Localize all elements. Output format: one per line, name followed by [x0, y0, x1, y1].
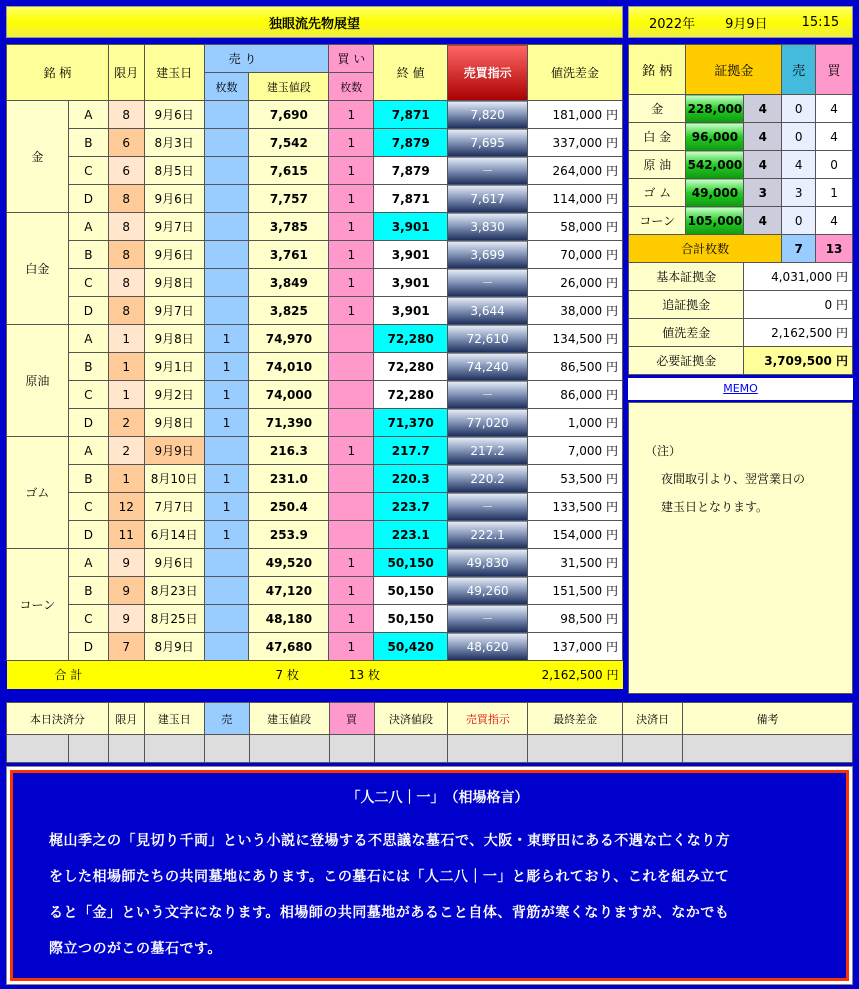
commodity-name: コーン — [7, 549, 69, 661]
commodity-name: ゴム — [7, 437, 69, 549]
sell-count: 1 — [204, 465, 249, 493]
table-row — [7, 409, 623, 437]
quote-title: 「人二八｜一」 （相場格言） — [346, 790, 529, 806]
open-price: 7,615 — [249, 157, 329, 185]
col-baibai-shiji: 売買指示 — [448, 45, 528, 101]
table-row — [7, 297, 623, 325]
mark-to-market: 133,500 円 — [528, 493, 623, 521]
close-price: 72,280 — [374, 381, 448, 409]
buy-count — [329, 381, 374, 409]
close-price: 3,901 — [374, 297, 448, 325]
kihon-label: 基本証拠金 — [629, 263, 744, 291]
date-label: 9月9日 — [725, 16, 768, 32]
settle-col-biko: 備考 — [683, 703, 853, 735]
table-row — [7, 269, 623, 297]
col-tategyoku-nedan: 建玉値段 — [249, 73, 329, 101]
hitsuyo-value: 3,709,500 円 — [744, 347, 853, 375]
sum-buy: 13 — [816, 235, 853, 263]
sell-count — [204, 297, 249, 325]
buy-count: 1 — [329, 241, 374, 269]
quote-box — [6, 766, 853, 985]
side-col-uri: 売 — [782, 45, 816, 95]
open-price: 47,120 — [249, 577, 329, 605]
close-price: 223.7 — [374, 493, 448, 521]
buy-count — [329, 465, 374, 493]
memo-line: （注） — [645, 444, 682, 458]
side-col-shokokin: 証拠金 — [686, 45, 782, 95]
nearai-value: 2,162,500 円 — [744, 319, 853, 347]
close-price: 7,879 — [374, 129, 448, 157]
sell-count — [204, 213, 249, 241]
open-date: 7月7日 — [144, 493, 204, 521]
open-price: 74,970 — [249, 325, 329, 353]
contract-class: D — [68, 185, 108, 213]
contract-month: 1 — [108, 325, 144, 353]
margin-amount: 96,000 — [686, 123, 744, 151]
tsui-label: 追証拠金 — [629, 291, 744, 319]
buy-count: 1 — [329, 129, 374, 157]
open-date: 9月6日 — [144, 101, 204, 129]
buy-count: 1 — [329, 577, 374, 605]
total-buy: 13 枚 — [329, 661, 448, 689]
settle-col-tategyoku-nedan: 建玉値段 — [249, 703, 329, 735]
table-row — [7, 325, 623, 353]
contract-class: B — [68, 577, 108, 605]
contract-month: 2 — [108, 437, 144, 465]
close-price: 7,879 — [374, 157, 448, 185]
trade-instruction: 3,830 — [448, 213, 528, 241]
col-nearai-sakin: 値洗差金 — [528, 45, 623, 101]
buy-count: 1 — [329, 213, 374, 241]
contract-class: A — [68, 437, 108, 465]
commodity-name: 白金 — [7, 213, 69, 325]
buy-count — [329, 409, 374, 437]
contract-month: 12 — [108, 493, 144, 521]
sell-count — [204, 549, 249, 577]
buy-count: 1 — [329, 297, 374, 325]
mark-to-market: 98,500 円 — [528, 605, 623, 633]
contract-month: 1 — [108, 353, 144, 381]
margin-buy: 4 — [816, 95, 853, 123]
col-meigara: 銘 柄 — [7, 45, 109, 101]
contract-month: 11 — [108, 521, 144, 549]
contract-class: D — [68, 297, 108, 325]
contract-month: 8 — [108, 269, 144, 297]
buy-count — [329, 353, 374, 381]
open-price: 7,542 — [249, 129, 329, 157]
contract-month: 8 — [108, 241, 144, 269]
margin-sell: 0 — [782, 123, 816, 151]
table-row — [7, 437, 623, 465]
open-price: 250.4 — [249, 493, 329, 521]
margin-buy: 0 — [816, 151, 853, 179]
page-title: 独眼流先物展望 — [6, 6, 623, 38]
memo-panel — [628, 402, 853, 694]
margin-table — [628, 44, 853, 375]
open-date: 9月6日 — [144, 549, 204, 577]
margin-commodity: 白 金 — [629, 123, 686, 151]
open-price: 7,757 — [249, 185, 329, 213]
contract-month: 6 — [108, 157, 144, 185]
contract-month: 9 — [108, 549, 144, 577]
close-price: 50,150 — [374, 549, 448, 577]
memo-line: 建玉日となります。 — [661, 500, 769, 514]
open-date: 9月7日 — [144, 297, 204, 325]
memo-link[interactable]: MEMO — [628, 378, 853, 400]
open-date: 9月8日 — [144, 325, 204, 353]
contract-month: 8 — [108, 101, 144, 129]
contract-class: B — [68, 353, 108, 381]
table-row — [7, 101, 623, 129]
year-label: 2022年 — [649, 16, 696, 32]
col-kai: 買 い — [329, 45, 374, 73]
trade-instruction: 77,020 — [448, 409, 528, 437]
open-price: 71,390 — [249, 409, 329, 437]
margin-amount: 105,000 — [686, 207, 744, 235]
hitsuyo-label: 必要証拠金 — [629, 347, 744, 375]
open-price: 3,825 — [249, 297, 329, 325]
date-bar — [628, 6, 853, 38]
col-tategyokubi: 建玉日 — [144, 45, 204, 101]
commodity-name: 金 — [7, 101, 69, 213]
col-sell-maisu: 枚数 — [204, 73, 249, 101]
trade-instruction: 48,620 — [448, 633, 528, 661]
mark-to-market: 38,000 円 — [528, 297, 623, 325]
margin-sell: 0 — [782, 95, 816, 123]
open-date: 8月25日 — [144, 605, 204, 633]
open-price: 231.0 — [249, 465, 329, 493]
close-price: 71,370 — [374, 409, 448, 437]
buy-count: 1 — [329, 269, 374, 297]
margin-count: 3 — [744, 179, 782, 207]
close-price: 3,901 — [374, 269, 448, 297]
trade-instruction: 220.2 — [448, 465, 528, 493]
close-price: 223.1 — [374, 521, 448, 549]
contract-class: C — [68, 157, 108, 185]
trade-instruction: 49,830 — [448, 549, 528, 577]
mark-to-market: 151,500 円 — [528, 577, 623, 605]
margin-commodity: コーン — [629, 207, 686, 235]
buy-count — [329, 325, 374, 353]
margin-sell: 3 — [782, 179, 816, 207]
col-uri: 売 り — [204, 45, 329, 73]
settle-col-baibai-shiji: 売買指示 — [448, 703, 528, 735]
mark-to-market: 70,000 円 — [528, 241, 623, 269]
table-row — [7, 465, 623, 493]
open-price: 74,000 — [249, 381, 329, 409]
open-date: 9月8日 — [144, 409, 204, 437]
table-row — [7, 381, 623, 409]
sell-count — [204, 633, 249, 661]
contract-class: A — [68, 325, 108, 353]
mark-to-market: 86,500 円 — [528, 353, 623, 381]
trade-instruction: 7,820 — [448, 101, 528, 129]
trade-instruction: 222.1 — [448, 521, 528, 549]
open-price: 48,180 — [249, 605, 329, 633]
close-price: 50,420 — [374, 633, 448, 661]
trade-instruction: － — [448, 605, 528, 633]
contract-month: 2 — [108, 409, 144, 437]
contract-month: 1 — [108, 381, 144, 409]
open-date: 9月2日 — [144, 381, 204, 409]
open-price: 3,761 — [249, 241, 329, 269]
buy-count: 1 — [329, 605, 374, 633]
close-price: 7,871 — [374, 185, 448, 213]
sell-count: 1 — [204, 325, 249, 353]
table-row — [7, 493, 623, 521]
sell-count: 1 — [204, 353, 249, 381]
quote-line: ると「金」という文字になります。相場師の共同墓地があること自体、背筋が寒くなりますが、なかでも — [49, 905, 730, 921]
table-row — [7, 129, 623, 157]
open-date: 8月5日 — [144, 157, 204, 185]
mark-to-market: 264,000 円 — [528, 157, 623, 185]
sell-count — [204, 185, 249, 213]
sell-count — [204, 157, 249, 185]
contract-class: C — [68, 493, 108, 521]
trade-instruction: 217.2 — [448, 437, 528, 465]
buy-count: 1 — [329, 549, 374, 577]
margin-commodity: 原 油 — [629, 151, 686, 179]
open-date: 8月10日 — [144, 465, 204, 493]
open-date: 9月9日 — [144, 437, 204, 465]
nearai-label: 値洗差金 — [629, 319, 744, 347]
margin-row — [629, 207, 853, 235]
close-price: 7,871 — [374, 101, 448, 129]
settle-col-honjitsu: 本日決済分 — [7, 703, 109, 735]
settle-col-uri: 売 — [204, 703, 249, 735]
sell-count — [204, 101, 249, 129]
kihon-value: 4,031,000 円 — [744, 263, 853, 291]
sell-count — [204, 437, 249, 465]
margin-count: 4 — [744, 151, 782, 179]
total-label: 合 計 — [7, 661, 205, 689]
margin-buy: 1 — [816, 179, 853, 207]
trade-instruction: － — [448, 269, 528, 297]
settlement-table — [6, 702, 853, 763]
positions-table — [6, 44, 623, 689]
contract-month: 7 — [108, 633, 144, 661]
trade-instruction: 7,617 — [448, 185, 528, 213]
close-price: 220.3 — [374, 465, 448, 493]
settle-col-kessai-nedan: 決済値段 — [374, 703, 448, 735]
contract-class: A — [68, 101, 108, 129]
margin-count: 4 — [744, 207, 782, 235]
trade-instruction: － — [448, 381, 528, 409]
open-price: 74,010 — [249, 353, 329, 381]
buy-count — [329, 493, 374, 521]
mark-to-market: 154,000 円 — [528, 521, 623, 549]
side-col-meigara: 銘 柄 — [629, 45, 686, 95]
contract-month: 9 — [108, 577, 144, 605]
mark-to-market: 114,000 円 — [528, 185, 623, 213]
col-owarine: 終 値 — [374, 45, 448, 101]
contract-class: B — [68, 241, 108, 269]
contract-class: D — [68, 633, 108, 661]
settle-col-kai: 買 — [329, 703, 374, 735]
contract-month: 1 — [108, 465, 144, 493]
sum-sell: 7 — [782, 235, 816, 263]
margin-commodity: ゴ ム — [629, 179, 686, 207]
close-price: 3,901 — [374, 213, 448, 241]
close-price: 72,280 — [374, 353, 448, 381]
contract-class: C — [68, 605, 108, 633]
sell-count: 1 — [204, 381, 249, 409]
sell-count: 1 — [204, 409, 249, 437]
buy-count: 1 — [329, 157, 374, 185]
open-date: 9月6日 — [144, 241, 204, 269]
time-label: 15:15 — [801, 14, 840, 30]
contract-month: 8 — [108, 213, 144, 241]
open-price: 7,690 — [249, 101, 329, 129]
buy-count: 1 — [329, 633, 374, 661]
margin-amount: 228,000 — [686, 95, 744, 123]
trade-instruction: 3,699 — [448, 241, 528, 269]
margin-sell: 0 — [782, 207, 816, 235]
sell-count — [204, 269, 249, 297]
open-date: 9月1日 — [144, 353, 204, 381]
buy-count: 1 — [329, 101, 374, 129]
total-diff: 2,162,500 円 — [448, 661, 623, 689]
trade-instruction: 3,644 — [448, 297, 528, 325]
settle-blank-row — [7, 735, 853, 763]
open-date: 9月8日 — [144, 269, 204, 297]
margin-count: 4 — [744, 95, 782, 123]
close-price: 3,901 — [374, 241, 448, 269]
contract-month: 8 — [108, 185, 144, 213]
sell-count — [204, 241, 249, 269]
mark-to-market: 181,000 円 — [528, 101, 623, 129]
contract-month: 6 — [108, 129, 144, 157]
contract-class: A — [68, 549, 108, 577]
open-date: 8月9日 — [144, 633, 204, 661]
quote-line: 際立つのがこの墓石です。 — [49, 941, 222, 957]
contract-month: 8 — [108, 297, 144, 325]
trade-instruction: 72,610 — [448, 325, 528, 353]
sell-count — [204, 605, 249, 633]
mark-to-market: 26,000 円 — [528, 269, 623, 297]
open-date: 6月14日 — [144, 521, 204, 549]
open-price: 216.3 — [249, 437, 329, 465]
open-price: 253.9 — [249, 521, 329, 549]
settle-col-saishu-sakin: 最終差金 — [528, 703, 623, 735]
open-price: 49,520 — [249, 549, 329, 577]
buy-count: 1 — [329, 437, 374, 465]
commodity-name: 原油 — [7, 325, 69, 437]
table-row — [7, 549, 623, 577]
mark-to-market: 58,000 円 — [528, 213, 623, 241]
trade-instruction: 74,240 — [448, 353, 528, 381]
open-price: 3,849 — [249, 269, 329, 297]
margin-buy: 4 — [816, 207, 853, 235]
margin-amount: 49,000 — [686, 179, 744, 207]
margin-commodity: 金 — [629, 95, 686, 123]
table-row — [7, 157, 623, 185]
quote-line: をした相場師たちの共同墓地にあります。この墓石には「人二八｜一」と彫られており、これを組み立て — [49, 869, 730, 885]
table-row — [7, 633, 623, 661]
open-date: 8月23日 — [144, 577, 204, 605]
open-price: 47,680 — [249, 633, 329, 661]
trade-instruction: 7,695 — [448, 129, 528, 157]
settle-col-tategyokubi: 建玉日 — [144, 703, 204, 735]
contract-class: D — [68, 521, 108, 549]
sell-count — [204, 577, 249, 605]
open-date: 8月3日 — [144, 129, 204, 157]
tsui-value: 0 円 — [744, 291, 853, 319]
sum-label: 合計枚数 — [629, 235, 782, 263]
memo-line: 夜間取引より、翌営業日の — [661, 472, 806, 486]
trade-instruction: － — [448, 493, 528, 521]
table-row — [7, 605, 623, 633]
mark-to-market: 137,000 円 — [528, 633, 623, 661]
margin-row — [629, 151, 853, 179]
open-price: 3,785 — [249, 213, 329, 241]
trade-instruction: － — [448, 157, 528, 185]
contract-class: B — [68, 129, 108, 157]
margin-count: 4 — [744, 123, 782, 151]
close-price: 50,150 — [374, 577, 448, 605]
col-buy-maisu: 枚数 — [329, 73, 374, 101]
contract-class: D — [68, 409, 108, 437]
trade-instruction: 49,260 — [448, 577, 528, 605]
contract-class: C — [68, 269, 108, 297]
mark-to-market: 337,000 円 — [528, 129, 623, 157]
open-date: 9月6日 — [144, 185, 204, 213]
table-row — [7, 213, 623, 241]
contract-class: A — [68, 213, 108, 241]
open-date: 9月7日 — [144, 213, 204, 241]
sell-count: 1 — [204, 521, 249, 549]
close-price: 50,150 — [374, 605, 448, 633]
contract-class: B — [68, 465, 108, 493]
margin-row — [629, 95, 853, 123]
margin-row — [629, 123, 853, 151]
table-row — [7, 353, 623, 381]
table-row — [7, 577, 623, 605]
settle-col-gengetsu: 限月 — [108, 703, 144, 735]
close-price: 217.7 — [374, 437, 448, 465]
contract-month: 9 — [108, 605, 144, 633]
buy-count — [329, 521, 374, 549]
sell-count: 1 — [204, 493, 249, 521]
table-row — [7, 185, 623, 213]
margin-buy: 4 — [816, 123, 853, 151]
mark-to-market: 53,500 円 — [528, 465, 623, 493]
mark-to-market: 7,000 円 — [528, 437, 623, 465]
col-gengetsu: 限月 — [108, 45, 144, 101]
margin-amount: 542,000 — [686, 151, 744, 179]
total-sell: 7 枚 — [204, 661, 329, 689]
close-price: 72,280 — [374, 325, 448, 353]
margin-sell: 4 — [782, 151, 816, 179]
margin-row — [629, 179, 853, 207]
buy-count: 1 — [329, 185, 374, 213]
table-row — [7, 521, 623, 549]
mark-to-market: 1,000 円 — [528, 409, 623, 437]
sell-count — [204, 129, 249, 157]
mark-to-market: 134,500 円 — [528, 325, 623, 353]
mark-to-market: 31,500 円 — [528, 549, 623, 577]
table-row — [7, 241, 623, 269]
settle-col-kessaibi: 決済日 — [623, 703, 683, 735]
side-col-kai: 買 — [816, 45, 853, 95]
contract-class: C — [68, 381, 108, 409]
mark-to-market: 86,000 円 — [528, 381, 623, 409]
quote-line: 梶山季之の「見切り千両」という小説に登場する不思議な墓石で、大阪・東野田にある不遇な亡くなり方 — [49, 833, 731, 849]
